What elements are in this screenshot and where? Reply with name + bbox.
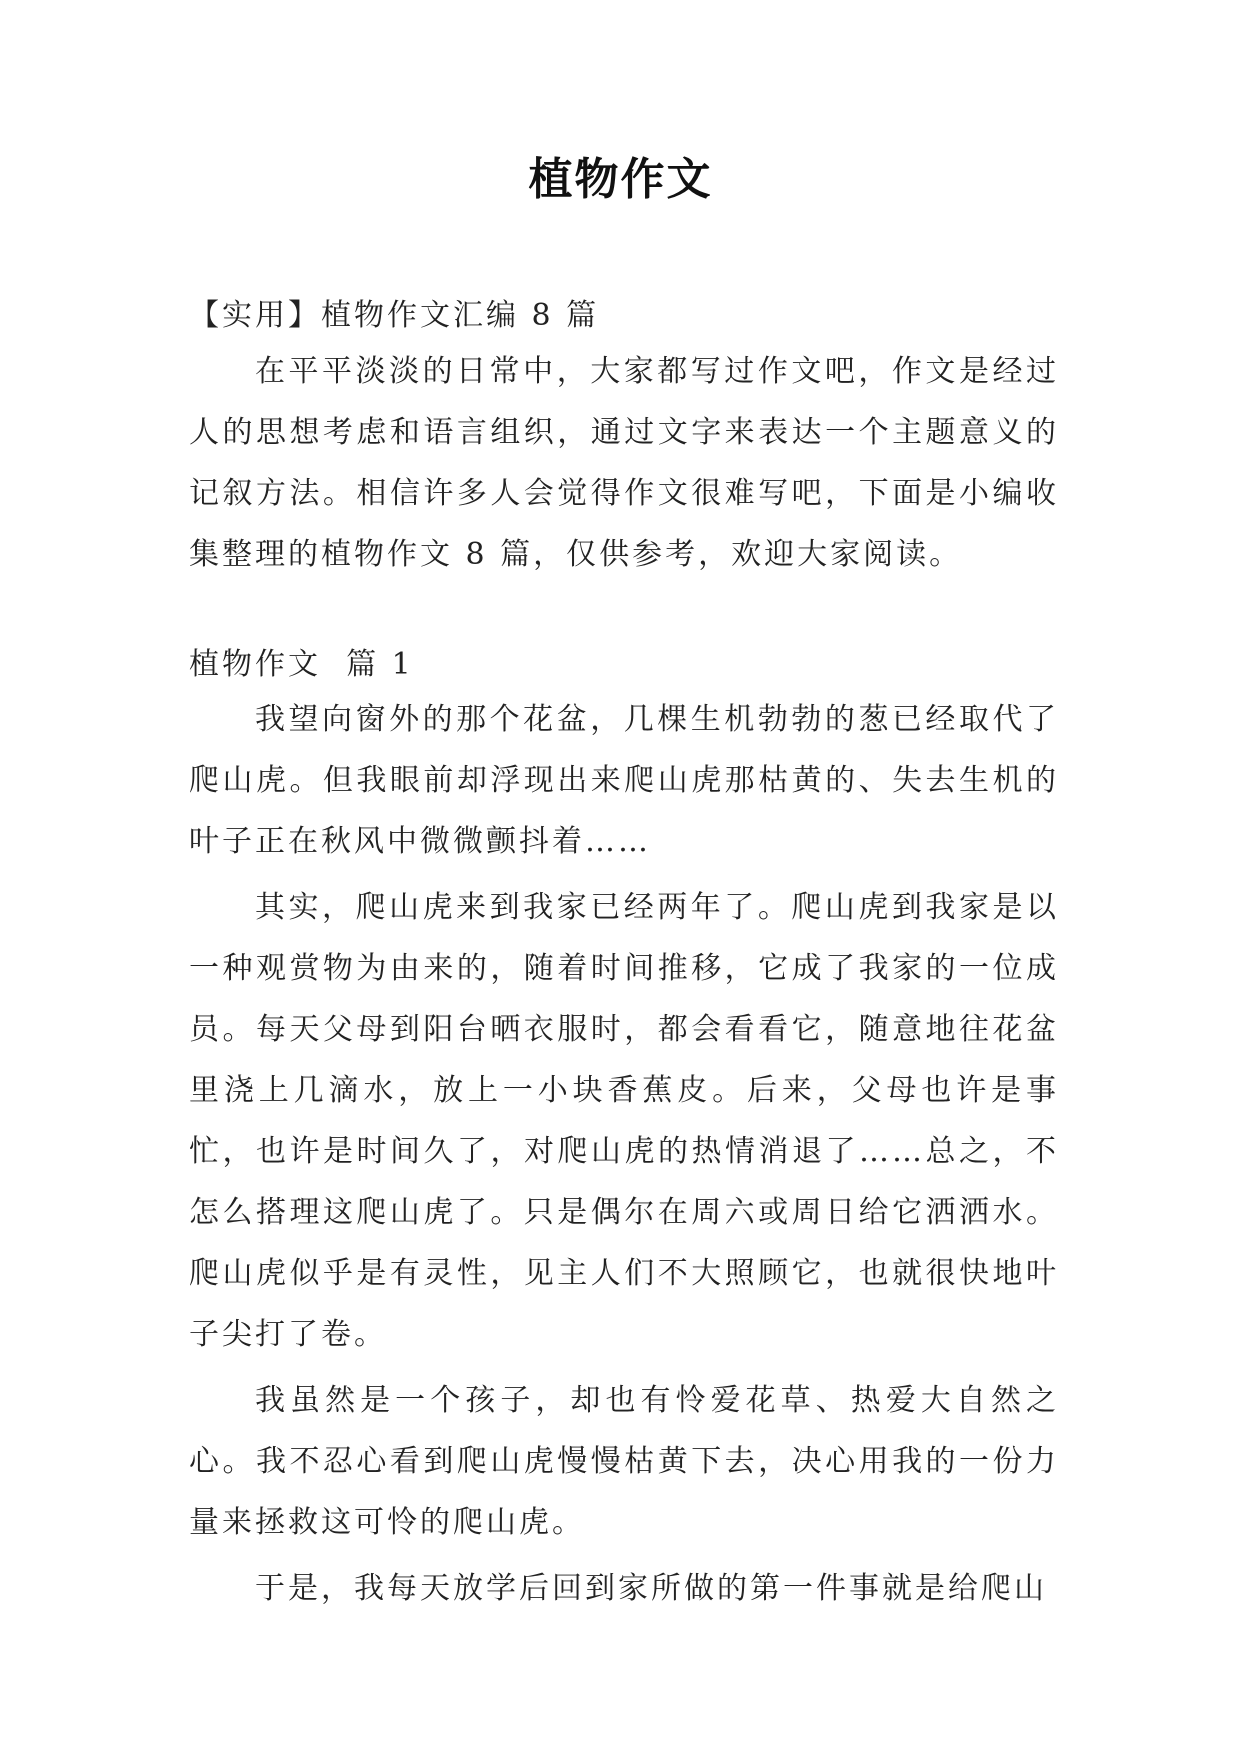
essay-paragraph: 我望向窗外的那个花盆，几棵生机勃勃的葱已经取代了爬山虎。但我眼前却浮现出来爬山虎那枯黄的、失去生机的叶子正在秋风中微微颤抖着……	[189, 702, 1059, 859]
intro-paragraph: 在平平淡淡的日常中，大家都写过作文吧，作文是经过人的思想考虑和语言组织，通过文字来表达一个主题意义的记叙方法。相信许多人会觉得作文很难写吧，下面是小编收集整理的植物作文 8 篇，仅供参考，欢迎大家阅读。	[189, 354, 1059, 572]
intro-section	[189, 341, 1059, 585]
document-subtitle	[189, 285, 1059, 346]
subtitle-text: 【实用】植物作文汇编 8 篇	[189, 298, 600, 333]
essay-paragraph: 我虽然是一个孩子，却也有怜爱花草、热爱大自然之心。我不忍心看到爬山虎慢慢枯黄下去，决心用我的一份力量来拯救这可怜的爬山虎。	[189, 1383, 1059, 1540]
section-heading	[189, 634, 1059, 695]
section-heading-text: 植物作文 篇 1	[189, 647, 414, 682]
document-title: 植物作文	[528, 154, 713, 205]
essay-paragraph: 其实，爬山虎来到我家已经两年了。爬山虎到我家是以一种观赏物为由来的，随着时间推移，它成了我家的一位成员。每天父母到阳台晒衣服时，都会看看它，随意地往花盆里浇上几滴水，放上一小块香蕉皮。后来，父母也许是事忙，也许是时间久了，对爬山虎的热情消退了……总之，不怎么搭理这爬山虎了。只是偶尔在周六或周日给它洒洒水。爬山虎似乎是有灵性，见主人们不大照顾它，也就很快地叶子尖打了卷。	[189, 890, 1059, 1352]
essay-body	[189, 689, 1059, 1624]
essay-paragraph: 于是，我每天放学后回到家所做的第一件事就是给爬山	[255, 1571, 1047, 1606]
